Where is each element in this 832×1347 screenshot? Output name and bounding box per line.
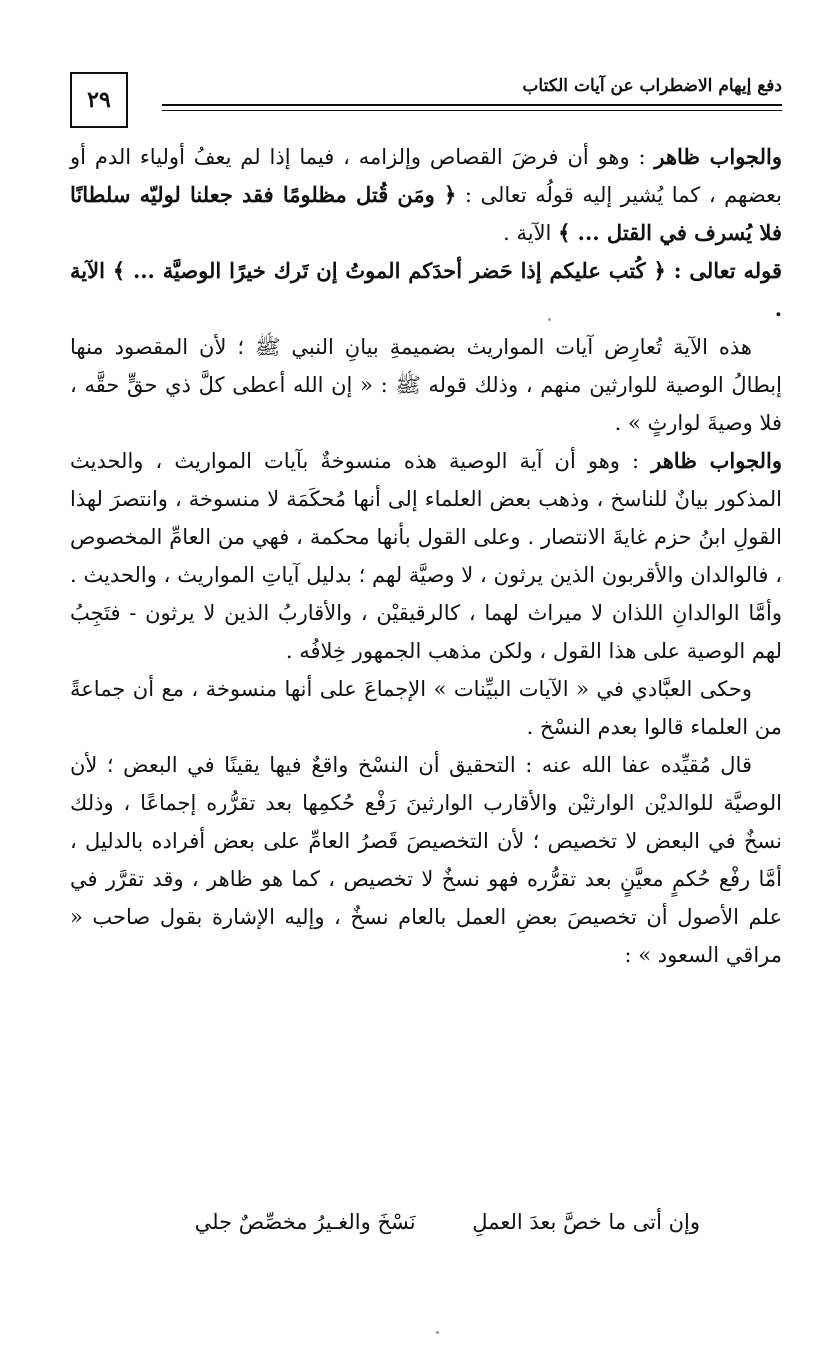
quran-quote: ﴿ كُتب عليكم إذا حَضر أحدَكم الموتُ إن تَرك خيرًا الوصيَّة ... ﴾ الآية: [70, 258, 666, 283]
paragraph-answer-2: [70, 442, 782, 670]
header-rule-thin: [162, 110, 782, 111]
verse-first-hemistich: وإن أتى ما خصَّ بعدَ العملِ: [472, 1210, 700, 1234]
paragraph-verse-heading: [70, 252, 782, 328]
paragraph-text: : وهو أن آية الوصية هذه منسوخةٌ بآيات المواريث ، والحديث المذكور بيانٌ للناسخ ، وذهب بعض العلماء إلى أنها مُحكَمَة لا منسوخة ، وانتصرَ لهذا القولِ ابنُ حزم غايةَ الانتصار . وعلى القول بأنها محكمة ، فهي من العامِّ المخصوص ، فالوالدان والأقربون الذين يرثون ، لا وصيَّة لهم ؛ بدليل آياتِ المواريث ، والحديث . وأمَّا الوالدانِ اللذان لا ميراث لهما ، كالرقيقيْن ، والأقاربُ الذين لا يرثون - فتَجِبُ لهم الوصية على هذا القول ، ولكن مذهب الجمهور خِلافُه .: [70, 449, 782, 663]
paragraph-answer-1: [70, 138, 782, 252]
lead-answer: والجواب ظاهر: [654, 144, 782, 169]
main-text: [70, 138, 782, 974]
lead-answer: والجواب ظاهر: [651, 448, 782, 473]
paragraph-author-note: قال مُقيِّده عفا الله عنه : التحقيق أن النسْخ واقعٌ فيها يقينًا في البعض ؛ لأن الوصيَّة للوالديْن الوارثيْن والأقارب الوارثينَ رَفْع حُكمِها بعد تقرُّره إجماعًا ، وذلك نسخٌ في البعض لا تخصيص ؛ لأن التخصيصَ قَصرُ العامِّ على بعض أفراده بالدليل ، أمَّا رفْع حُكمٍ معيَّنٍ بعد تقرُّره فهو نسخٌ لا تخصيص ، كما هو ظاهر ، وقد تقرَّر في علم الأصول أن تخصيصَ بعضِ العمل بالعام نسخٌ ، وإليه الإشارة بقول صاحب « مراقي السعود » :: [70, 753, 782, 967]
quran-quote: ﴿ ومَن قُتل مظلومًا فقد جعلنا لوليّه سلطانًا فلا يُسرف في القتل ... ﴾: [70, 182, 782, 245]
scan-speck: [436, 1331, 439, 1334]
page-header: [70, 70, 782, 132]
paragraph-text: :: [665, 258, 690, 283]
page-number: ٢٩: [70, 72, 128, 128]
scan-speck: [548, 318, 551, 321]
paragraph-text: : وهو أن فرضَ القصاص وإلزامه ، فيما إذا لم يعفُ أولياء الدم أو بعضهم ، كما يُشير إليه قولُه تعالى :: [70, 145, 783, 207]
paragraph-tail: الآية .: [503, 221, 559, 245]
paragraph-discussion: هذه الآية تُعارِض آيات المواريث بضميمةِ بيانِ النبي ﷺ ؛ لأن المقصود منها إبطالُ الوصية للوارثين منهم ، وذلك قوله ﷺ : « إن الله أعطى كلَّ ذي حقٍّ حقَّه ، فلا وصيةَ لوارثٍ » .: [70, 335, 782, 435]
lead-verse: قوله تعالى: [689, 258, 783, 283]
poetry-verse: [140, 1210, 700, 1234]
running-title: دفع إيهام الاضطراب عن آيات الكتاب: [522, 76, 782, 96]
paragraph-tail: .: [774, 296, 782, 321]
header-rule-thick: [162, 104, 782, 106]
paragraph-abbadi: وحكى العبَّادي في « الآيات البيِّنات » الإجماعَ على أنها منسوخة ، مع أن جماعةً من العلماء قالوا بعدم النسْخ .: [70, 677, 782, 739]
verse-second-hemistich: نَسْخَ والغـيرُ مخصِّصٌ جلي: [194, 1210, 416, 1234]
